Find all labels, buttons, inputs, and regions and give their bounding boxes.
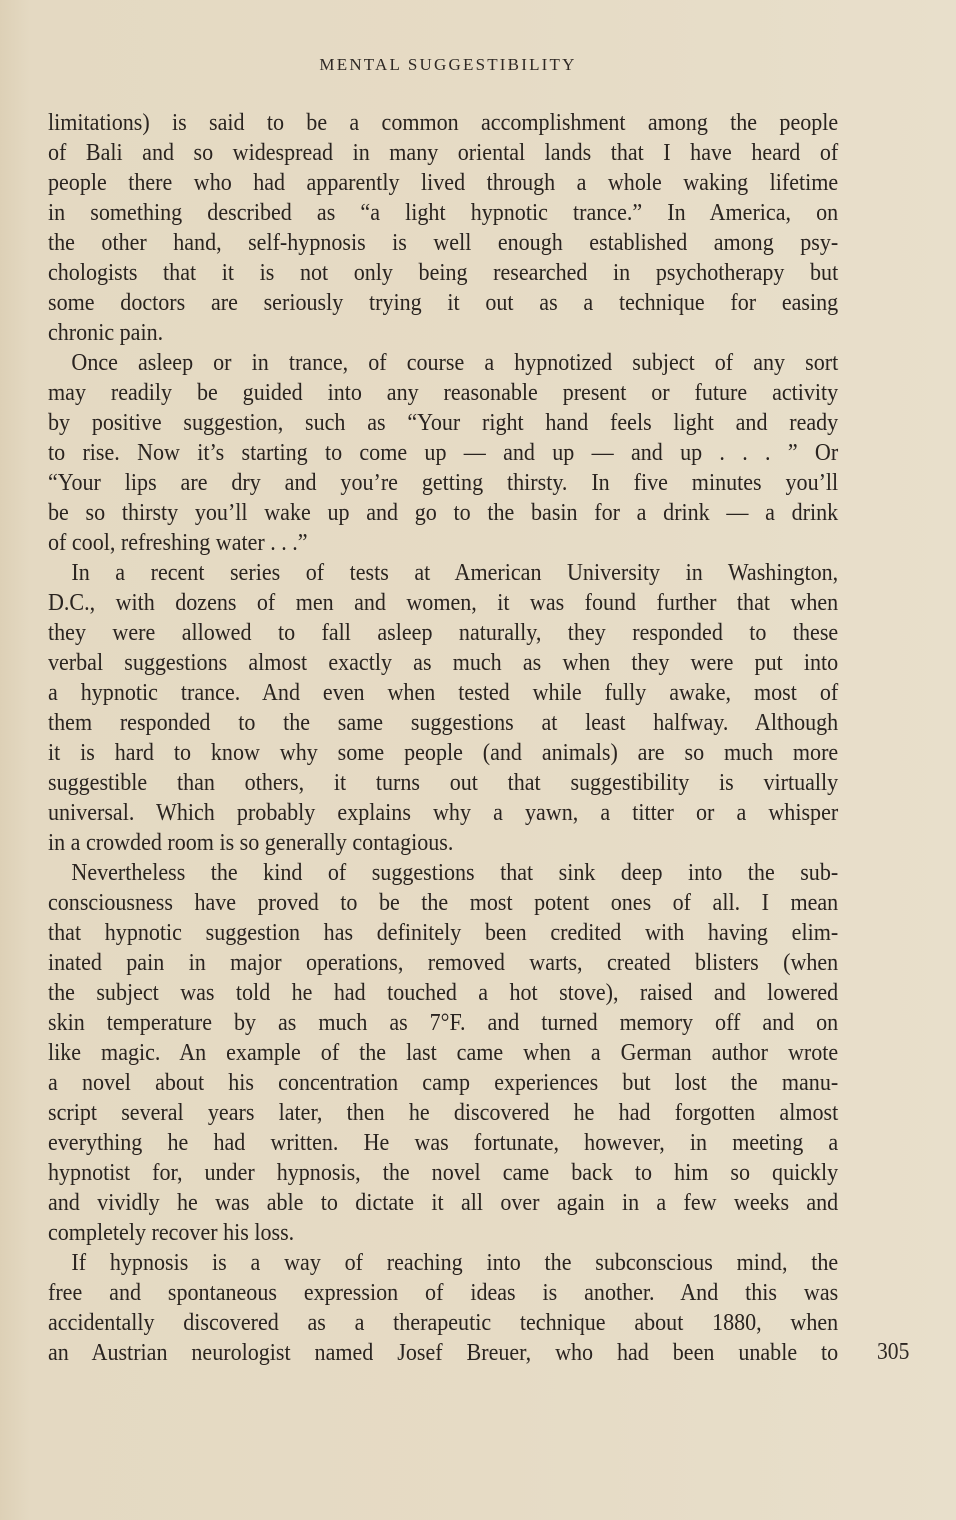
text-line: they were allowed to fall asleep naturally, they responded to these	[48, 619, 839, 646]
text-line: If hypnosis is a way of reaching into the subconscious mind, the	[71, 1249, 839, 1276]
body-text	[48, 108, 838, 1368]
text-line: “Your lips are dry and you’re getting thirsty. In five minutes you’ll	[48, 469, 839, 496]
text-line: completely recover his loss.	[48, 1219, 295, 1246]
text-line: Nevertheless the kind of suggestions that sink deep into the sub-	[71, 859, 839, 886]
paragraph	[48, 858, 838, 1248]
text-line: suggestible than others, it turns out that suggestibility is virtually	[48, 769, 839, 796]
text-line: it is hard to know why some people (and animals) are so much more	[48, 739, 839, 766]
paragraph	[48, 108, 838, 348]
text-line: Once asleep or in trance, of course a hypnotized subject of any sort	[71, 349, 839, 376]
text-line: and vividly he was able to dictate it all over again in a few weeks and	[48, 1189, 839, 1216]
text-line: an Austrian neurologist named Josef Breuer, who had been unable to	[48, 1339, 839, 1366]
text-line: a novel about his concentration camp experiences but lost the manu-	[48, 1069, 839, 1096]
paragraph	[48, 558, 838, 858]
text-line: them responded to the same suggestions at least halfway. Although	[48, 709, 839, 736]
text-line: universal. Which probably explains why a yawn, a titter or a whisper	[48, 799, 839, 826]
text-line: the subject was told he had touched a hot stove), raised and lowered	[48, 979, 839, 1006]
text-line: verbal suggestions almost exactly as much as when they were put into	[48, 649, 839, 676]
text-line: in a crowded room is so generally contagious.	[48, 829, 454, 856]
paragraph	[48, 1248, 838, 1368]
text-line: of Bali and so widespread in many oriental lands that I have heard of	[48, 139, 839, 166]
text-line: In a recent series of tests at American University in Washington,	[71, 559, 839, 586]
text-line: of cool, refreshing water . . .”	[48, 529, 308, 556]
text-line: inated pain in major operations, removed warts, created blisters (when	[48, 949, 839, 976]
text-line: accidentally discovered as a therapeutic technique about 1880, when	[48, 1309, 839, 1336]
text-line: in something described as “a light hypnotic trance.” In America, on	[48, 199, 839, 226]
text-line: that hypnotic suggestion has definitely been credited with having elim-	[48, 919, 839, 946]
running-head: MENTAL SUGGESTIBILITY	[319, 55, 577, 74]
paragraph	[48, 348, 838, 558]
text-line: by positive suggestion, such as “Your right hand feels light and ready	[48, 409, 839, 436]
text-line: consciousness have proved to be the most potent ones of all. I mean	[48, 889, 839, 916]
text-line: some doctors are seriously trying it out as a technique for easing	[48, 289, 839, 316]
text-line: skin temperature by as much as 7°F. and turned memory off and on	[48, 1009, 839, 1036]
text-line: a hypnotic trance. And even when tested while fully awake, most of	[48, 679, 839, 706]
text-line: free and spontaneous expression of ideas is another. And this was	[48, 1279, 839, 1306]
text-line: like magic. An example of the last came when a German author wrote	[48, 1039, 839, 1066]
text-line: be so thirsty you’ll wake up and go to the basin for a drink — a drink	[48, 499, 839, 526]
text-line: may readily be guided into any reasonable present or future activity	[48, 379, 839, 406]
text-line: chologists that it is not only being researched in psychotherapy but	[48, 259, 839, 286]
text-line: to rise. Now it’s starting to come up — and up — and up . . . ” Or	[48, 439, 839, 466]
text-line: chronic pain.	[48, 319, 164, 346]
page-number: 305	[877, 1339, 910, 1365]
text-line: hypnotist for, under hypnosis, the novel came back to him so quickly	[48, 1159, 839, 1186]
text-line: script several years later, then he discovered he had forgotten almost	[48, 1099, 839, 1126]
text-line: the other hand, self-hypnosis is well enough established among psy-	[48, 229, 839, 256]
text-line: everything he had written. He was fortunate, however, in meeting a	[48, 1129, 839, 1156]
text-line: D.C., with dozens of men and women, it was found further that when	[48, 589, 839, 616]
text-line: people there who had apparently lived through a whole waking lifetime	[48, 169, 839, 196]
text-line: limitations) is said to be a common accomplishment among the people	[48, 109, 839, 136]
